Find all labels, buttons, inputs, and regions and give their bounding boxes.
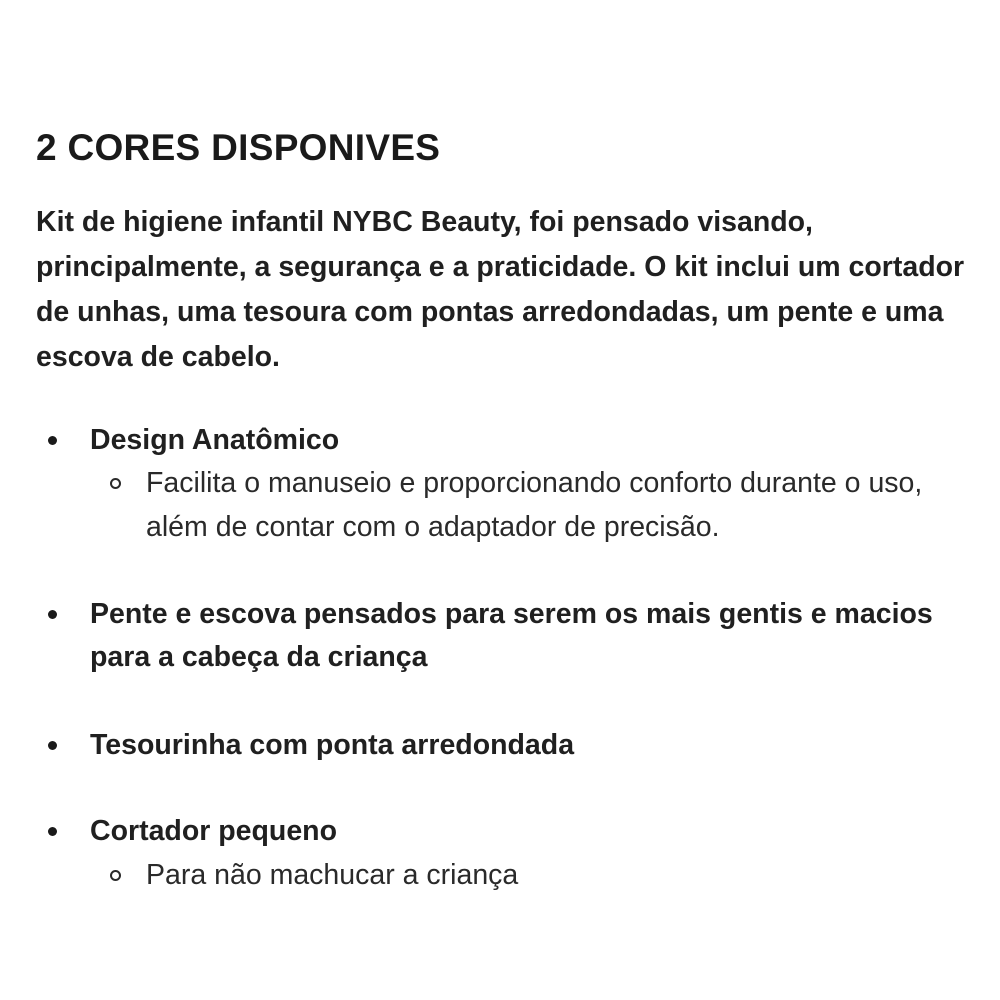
feature-item-scissors: [48, 724, 978, 768]
feature-item-clipper: [48, 810, 978, 854]
feature-item-design: [48, 419, 978, 463]
bullet-icon: [48, 610, 57, 619]
bullet-icon: [48, 436, 57, 445]
bullet-icon: [48, 741, 57, 750]
hollow-bullet-icon: [110, 870, 121, 881]
feature-label: Design Anatômico: [90, 424, 340, 456]
feature-label: Pente e escova pensados para serem os mais gentis e macios para a cabeça da criança: [90, 598, 933, 673]
feature-sub-text: Facilita o manuseio e proporcionando conforto durante o uso, além de contar com o adaptador de precisão.: [146, 467, 923, 543]
bullet-icon: [48, 827, 57, 836]
feature-item-comb-brush: [48, 593, 978, 681]
feature-label: Cortador pequeno: [90, 815, 337, 847]
intro-paragraph: Kit de higiene infantil NYBC Beauty, foi pensado visando, principalmente, a segurança e a praticidade. O kit inclui um cortador de unhas, uma tesoura com pontas arredondadas, um pente e uma escova de cabelo.: [36, 206, 965, 373]
feature-label: Tesourinha com ponta arredondada: [90, 729, 575, 761]
feature-subitem-clipper: [110, 853, 970, 897]
page-title: 2 CORES DISPONIVES: [36, 127, 441, 168]
feature-sub-text: Para não machucar a criança: [146, 859, 519, 891]
feature-subitem-design: [110, 461, 970, 593]
hollow-bullet-icon: [110, 478, 121, 489]
